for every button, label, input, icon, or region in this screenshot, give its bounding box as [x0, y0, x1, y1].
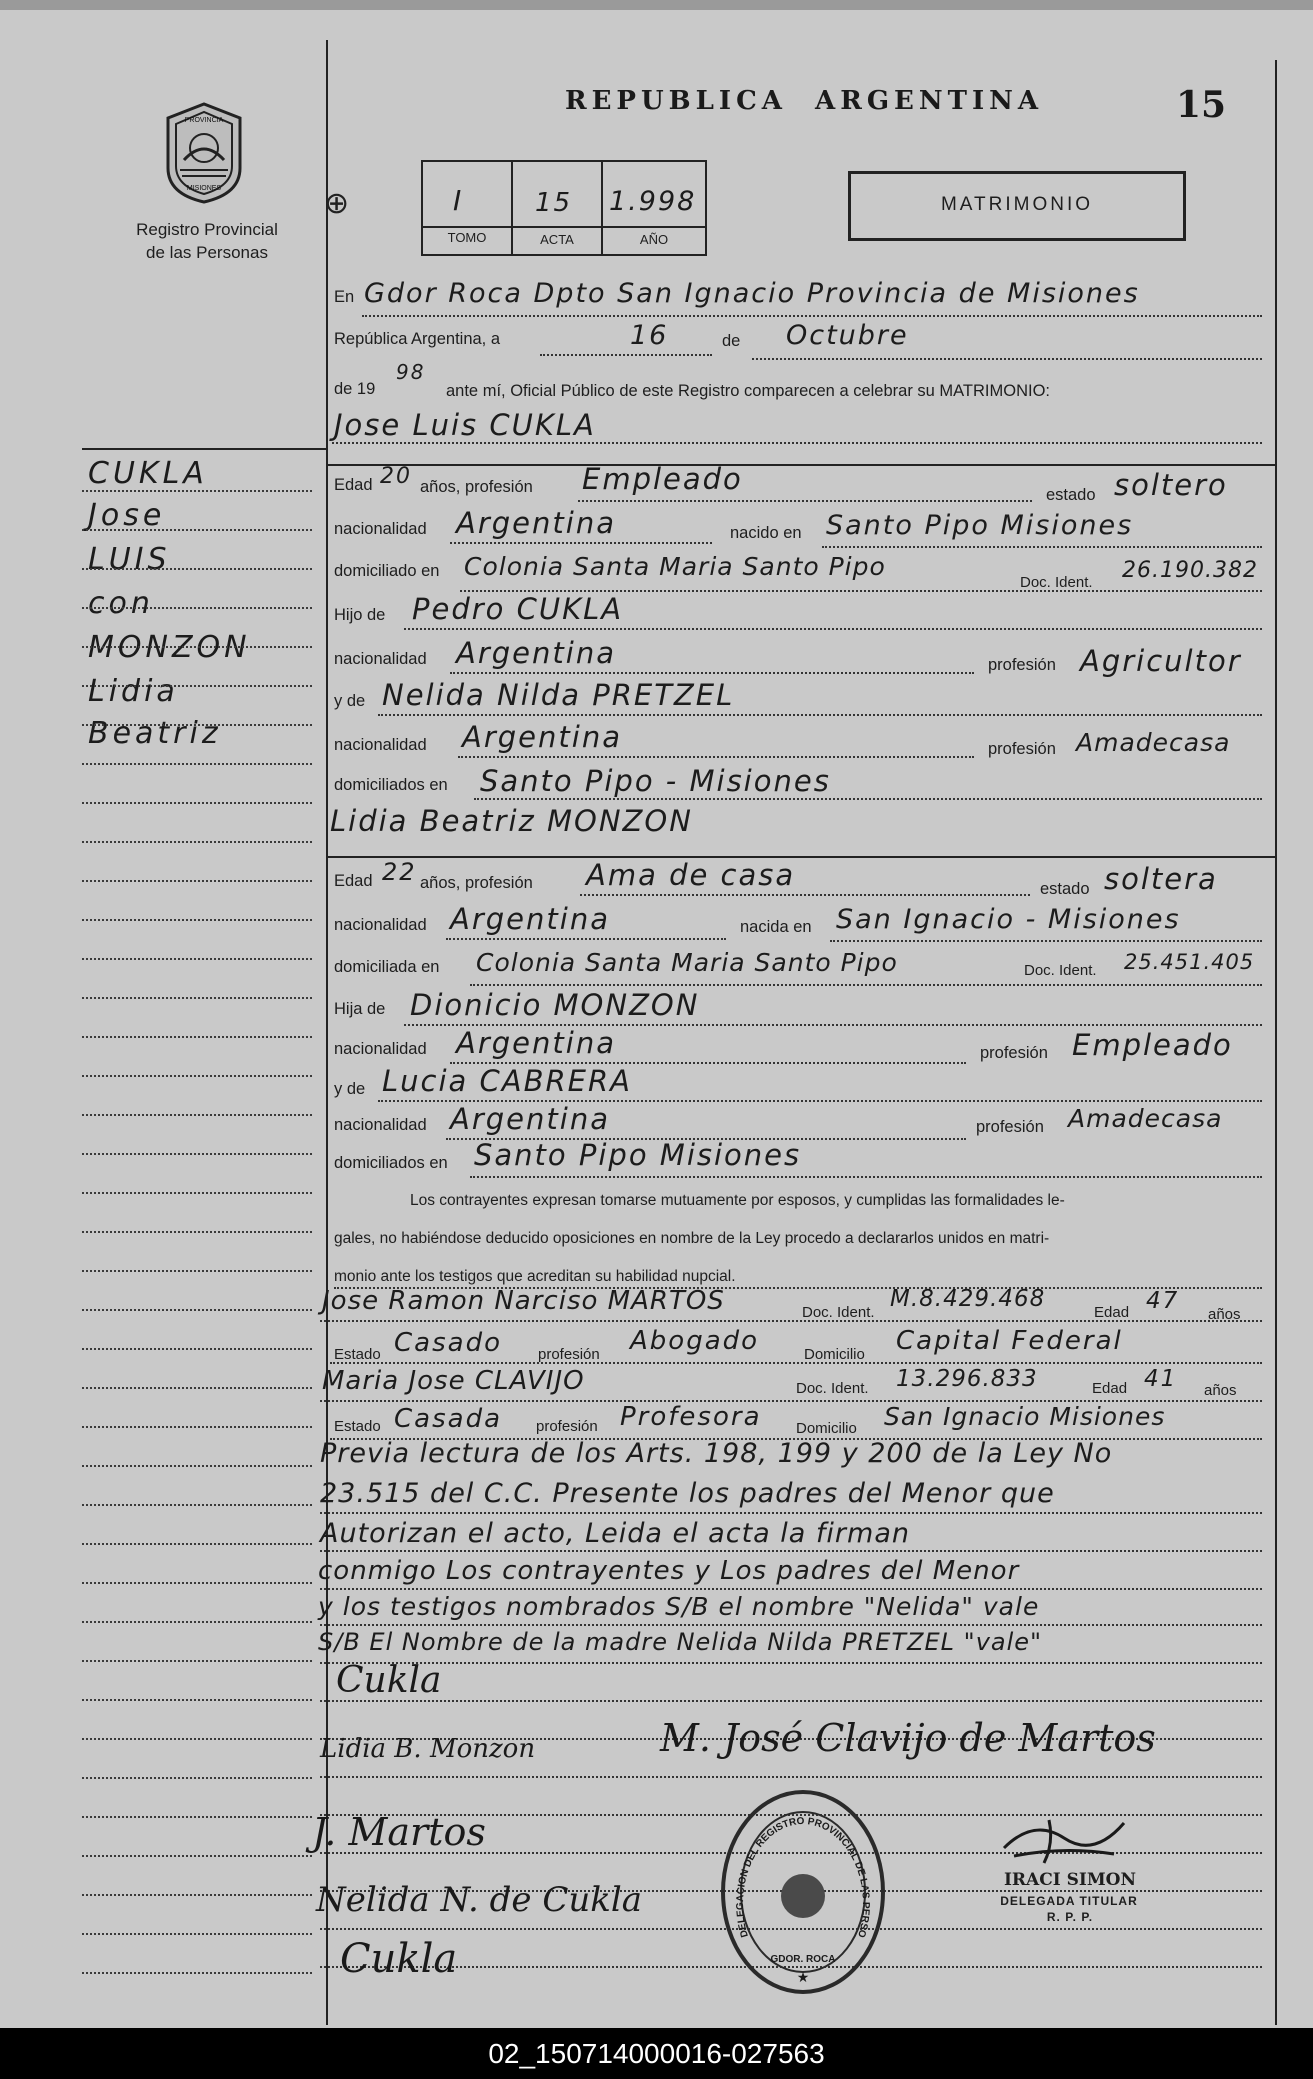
dotline [450, 672, 974, 674]
note-line-1: Previa lectura de los Arts. 198, 199 y 200 de la Ley No [320, 1438, 1113, 1469]
margin-ruling [82, 529, 312, 531]
svg-text:MISIONES: MISIONES [186, 185, 222, 192]
margin-ruling [82, 1153, 312, 1155]
image-id-caption: 02_150714000016-027563 [0, 2028, 1313, 2079]
country-heading: REPUBLICA ARGENTINA [565, 86, 1044, 116]
margin-name-line: CUKLA [88, 456, 208, 491]
top-edge [0, 0, 1313, 10]
place-value: Gdor Roca Dpto San Ignacio Provincia de Misiones [364, 278, 1140, 309]
label: profesión [988, 740, 1056, 758]
margin-ruling [82, 1426, 312, 1428]
witness2-name: Maria Jose CLAVIJO [322, 1366, 585, 1396]
margin-ruling [82, 1114, 312, 1116]
de-label: de [722, 332, 741, 350]
declaration-line-1: Los contrayentes expresan tomarse mutuamente por esposos, y cumplidas las formalidades le- [410, 1192, 1065, 1209]
label: estado [1046, 486, 1096, 504]
bride-age: 22 [382, 858, 417, 886]
label: Edad [334, 872, 373, 890]
label: domiciliado en [334, 562, 440, 580]
margin-ruling [82, 1504, 312, 1506]
official-name: IRACI SIMON [1003, 1870, 1137, 1890]
intro-text: ante mí, Oficial Público de este Registro comparecen a celebrar su MATRIMONIO: [446, 382, 1051, 400]
dotline [320, 1624, 1262, 1626]
margin-ruling [82, 685, 312, 687]
bride-father-profession: Empleado [1072, 1028, 1233, 1062]
label: estado [1040, 880, 1090, 898]
dotline [470, 984, 1262, 986]
label: nacionalidad [334, 650, 427, 668]
margin-ruling [82, 763, 312, 765]
note-line-4: conmigo Los contrayentes y Los padres del Menor [318, 1556, 1020, 1586]
witness1-profession: Abogado [630, 1326, 760, 1356]
margin-ruling [82, 1894, 312, 1896]
margin-name-line: LUIS [88, 542, 171, 577]
day-value: 16 [630, 320, 669, 351]
bride-parents-address: Santo Pipo Misiones [474, 1138, 802, 1172]
official-title: DELEGADA TITULAR [1000, 1894, 1138, 1908]
label: y de [334, 692, 366, 710]
margin-ruling [82, 724, 312, 726]
label: domiciliados en [334, 1154, 448, 1172]
label: Hija de [334, 1000, 386, 1018]
groom-name: Jose Luis CUKLA [334, 408, 596, 442]
label: nacido en [730, 524, 802, 542]
label: nacionalidad [334, 1040, 427, 1058]
dotline [474, 798, 1262, 800]
dotline [320, 1776, 1262, 1778]
record-type-box [848, 171, 1186, 241]
bride-name: Lidia Beatriz MONZON [330, 804, 693, 838]
margin-ruling [82, 1972, 312, 1974]
margin-ruling [82, 1699, 312, 1701]
margin-top-rule [82, 448, 326, 450]
dotline [752, 358, 1262, 360]
dotline [470, 1176, 1262, 1178]
margin-ruling [82, 646, 312, 648]
margin-ruling [82, 1660, 312, 1662]
note-line-6: S/B El Nombre de la madre Nelida Nilda PRETZEL "vale" [318, 1628, 1043, 1656]
signature-flourish-icon [994, 1808, 1134, 1868]
svg-text:DELEGACION DEL REGISTRO PROVIN: DELEGACION DEL REGISTRO PROVINCIAL DE LAS PERSO [734, 1815, 872, 1939]
groom-mother: Nelida Nilda PRETZEL [382, 678, 735, 712]
dotline [320, 1700, 1262, 1702]
label: Edad [1092, 1380, 1128, 1397]
margin-name-line: con [88, 586, 154, 621]
tomo-value: I [453, 184, 464, 217]
section-divider [326, 464, 1276, 466]
dotline [580, 894, 1030, 896]
witness2-address: San Ignacio Misiones [884, 1402, 1166, 1431]
margin-divider [326, 40, 328, 2025]
margin-ruling [82, 1387, 312, 1389]
acta-label: ACTA [540, 232, 574, 247]
groom-father: Pedro CUKLA [412, 592, 624, 626]
witness1-name: Jose Ramon Narciso MARTOS [322, 1286, 725, 1316]
bride-nationality: Argentina [450, 902, 610, 936]
label: Doc. Ident. [802, 1304, 875, 1321]
dotline [450, 542, 712, 544]
margin-name-line: Lidia [88, 674, 179, 709]
label: Domicilio [804, 1346, 865, 1363]
registry-title-line2: de las Personas [146, 243, 268, 262]
dotline [446, 938, 726, 940]
margin-ruling [82, 1855, 312, 1857]
witness2-signature: M. José Clavijo de Martos [660, 1716, 1156, 1760]
groom-birthplace: Santo Pipo Misiones [826, 510, 1134, 541]
label: años [1208, 1306, 1241, 1323]
margin-name-line: MONZON [88, 630, 251, 665]
margin-ruling [82, 1036, 312, 1038]
margin-ruling [82, 1465, 312, 1467]
groom-status: soltero [1114, 468, 1228, 502]
bride-father: Dionicio MONZON [410, 988, 700, 1022]
witness1-status: Casado [394, 1328, 502, 1358]
margin-ruling [82, 1192, 312, 1194]
margin-ruling [82, 1348, 312, 1350]
groom-age: 20 [380, 464, 412, 489]
label: domiciliada en [334, 958, 440, 976]
margin-ruling [82, 1075, 312, 1077]
section-divider [326, 856, 1276, 858]
margin-ruling [82, 919, 312, 921]
official-org: R. P. P. [1046, 1910, 1094, 1924]
father-signature: Cukla [340, 1936, 458, 1982]
groom-signature: Cukla [336, 1660, 442, 1701]
month-value: Octubre [786, 320, 909, 351]
margin-name-line: Beatriz [88, 716, 222, 751]
margin-ruling [82, 490, 312, 492]
groom-profession: Empleado [582, 462, 743, 496]
margin-ruling [82, 568, 312, 570]
dotline [320, 1588, 1262, 1590]
label: y de [334, 1080, 366, 1098]
label: nacida en [740, 918, 812, 936]
bride-status: soltera [1104, 862, 1218, 896]
round-stamp-icon [718, 1786, 888, 1998]
bride-signature: Lidia B. Monzon [320, 1734, 536, 1764]
groom-address: Colonia Santa Maria Santo Pipo [464, 552, 886, 581]
margin-ruling [82, 1621, 312, 1623]
official-signature-scribble [994, 1808, 1134, 1868]
en-label: En [334, 288, 355, 306]
groom-mother-nationality: Argentina [462, 720, 622, 754]
registry-title-line1: Registro Provincial [136, 220, 278, 239]
margin-ruling [82, 1816, 312, 1818]
label: años, profesión [420, 478, 533, 496]
label: años, profesión [420, 874, 533, 892]
dotline [320, 1512, 1262, 1514]
declaration-line-3: monio ante los testigos que acreditan su habilidad nupcial. [334, 1268, 736, 1285]
dotline [830, 940, 1262, 942]
note-line-3: Autorizan el acto, Leida el acta la firman [320, 1518, 910, 1549]
margin-ruling [82, 1270, 312, 1272]
label: nacionalidad [334, 916, 427, 934]
tomo-label: TOMO [447, 230, 487, 245]
bride-mother: Lucia CABRERA [382, 1064, 632, 1098]
dotline [578, 500, 1032, 502]
label: Domicilio [796, 1420, 857, 1437]
label: Hijo de [334, 606, 386, 624]
mother-signature: Nelida N. de Cukla [316, 1880, 643, 1920]
bride-doc-id: 25.451.405 [1124, 950, 1255, 974]
margin-ruling [82, 1543, 312, 1545]
year-suffix: 98 [396, 360, 426, 384]
year-prefix: de 19 [334, 380, 376, 398]
dotline [458, 756, 974, 758]
dotline [362, 315, 1262, 317]
note-line-2: 23.515 del C.C. Presente los padres del Menor que [320, 1478, 1055, 1509]
bride-birthplace: San Ignacio - Misiones [836, 904, 1181, 935]
label: Doc. Ident. [1024, 962, 1097, 979]
anio-label: AÑO [639, 232, 669, 247]
label: profesión [538, 1346, 600, 1363]
label: nacionalidad [334, 520, 427, 538]
witness2-profession: Profesora [620, 1402, 762, 1432]
label: Edad [1094, 1304, 1130, 1321]
dotline [320, 1662, 1262, 1664]
page-number: 15 [1176, 84, 1227, 126]
bride-father-nationality: Argentina [456, 1026, 616, 1060]
witness2-doc-id: 13.296.833 [896, 1366, 1038, 1392]
label: Doc. Ident. [796, 1380, 869, 1397]
margin-ruling [82, 802, 312, 804]
label: profesión [976, 1118, 1044, 1136]
label: Estado [334, 1346, 381, 1363]
dotline [822, 546, 1262, 548]
margin-ruling [82, 958, 312, 960]
record-index-box [421, 160, 707, 256]
bride-profession: Ama de casa [586, 858, 796, 892]
witness1-doc-id: M.8.429.468 [890, 1286, 1046, 1312]
label: Edad [334, 476, 373, 494]
margin-ruling [82, 1933, 312, 1935]
bride-mother-profession: Amadecasa [1068, 1104, 1223, 1133]
label: años [1204, 1382, 1237, 1399]
groom-parents-address: Santo Pipo - Misiones [480, 764, 831, 798]
margin-ruling [82, 1231, 312, 1233]
coat-of-arms-logo [160, 98, 248, 206]
dotline [332, 442, 1262, 444]
margin-ruling [82, 1777, 312, 1779]
dotline [320, 1550, 1262, 1552]
margin-ruling [82, 607, 312, 609]
witness2-status: Casada [394, 1404, 503, 1434]
bride-mother-nationality: Argentina [450, 1102, 610, 1136]
label: nacionalidad [334, 736, 427, 754]
groom-nationality: Argentina [456, 506, 616, 540]
label: Doc. Ident. [1020, 574, 1093, 591]
label: profesión [536, 1418, 598, 1435]
margin-ruling [82, 1738, 312, 1740]
label: nacionalidad [334, 1116, 427, 1134]
margin-ruling [82, 1582, 312, 1584]
groom-doc-id: 26.190.382 [1122, 558, 1258, 583]
declaration-line-2: gales, no habiéndose deducido oposiciones en nombre de la Ley procedo a declararlos unidos en matri- [334, 1230, 1050, 1247]
label: domiciliados en [334, 776, 448, 794]
dotline [320, 1320, 1262, 1322]
label: profesión [980, 1044, 1048, 1062]
anio-value: 1.998 [609, 186, 697, 217]
dotline [378, 714, 1262, 716]
margin-ruling [82, 880, 312, 882]
label: Estado [334, 1418, 381, 1435]
witness1-signature: J. Martos [312, 1810, 486, 1854]
witness2-age: 41 [1144, 1366, 1178, 1392]
note-line-5: y los testigos nombrados S/B el nombre "Nelida" vale [318, 1592, 1040, 1621]
witness1-age: 47 [1146, 1288, 1180, 1314]
dotline [404, 628, 1262, 630]
province-seal-icon [160, 98, 248, 206]
right-border [1275, 60, 1277, 2025]
svg-text:GDOR. ROCA: GDOR. ROCA [770, 1954, 836, 1965]
cross-mark-icon: ⊕ [324, 187, 350, 220]
witness1-address: Capital Federal [896, 1326, 1123, 1356]
margin-ruling [82, 1309, 312, 1311]
label: profesión [988, 656, 1056, 674]
margin-name-line: Jose [88, 498, 166, 533]
svg-text:★: ★ [796, 1969, 810, 1985]
acta-value: 15 [535, 188, 573, 218]
svg-text:PROVINCIA: PROVINCIA [184, 117, 224, 124]
margin-ruling [82, 841, 312, 843]
dotline [540, 354, 712, 356]
margin-ruling [82, 997, 312, 999]
record-type: MATRIMONIO [940, 194, 1094, 215]
groom-father-nationality: Argentina [456, 636, 616, 670]
groom-mother-profession: Amadecasa [1076, 728, 1231, 757]
republica-label: República Argentina, a [334, 330, 501, 348]
dotline [330, 1362, 1262, 1364]
bride-address: Colonia Santa Maria Santo Pipo [476, 948, 898, 977]
official-stamp [718, 1786, 888, 1998]
groom-father-profession: Agricultor [1080, 644, 1242, 678]
